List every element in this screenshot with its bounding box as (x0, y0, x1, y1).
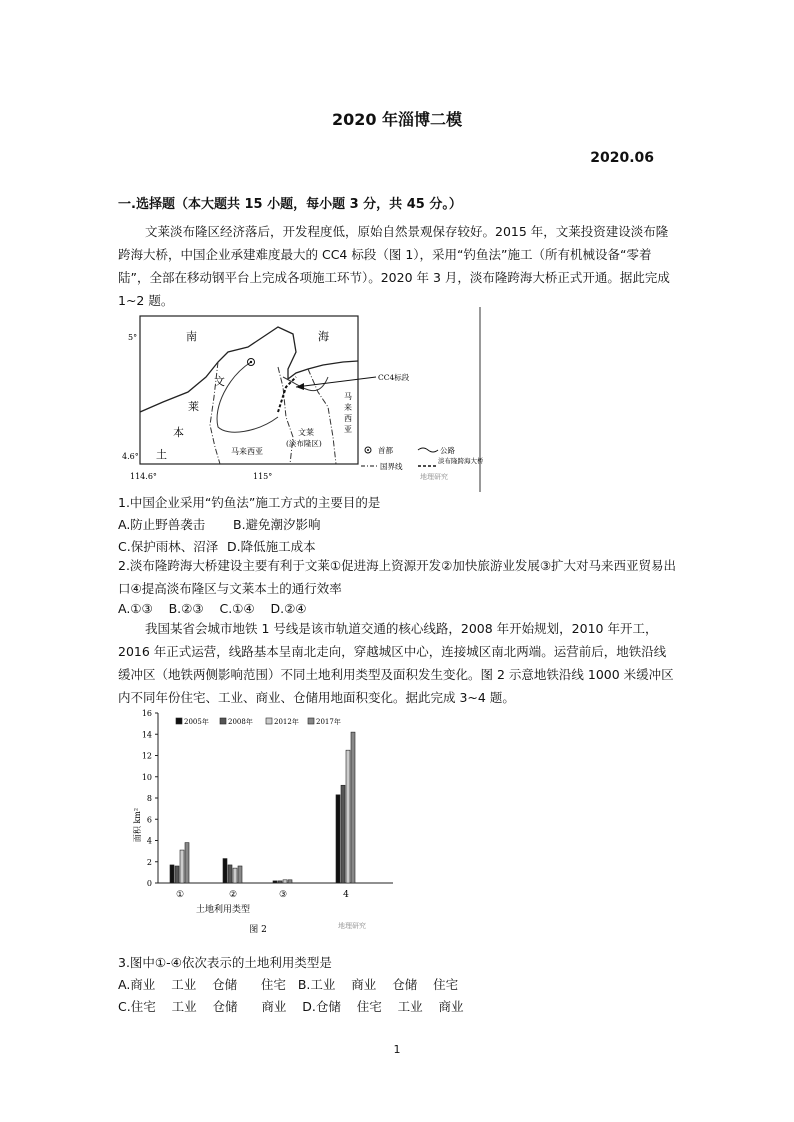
legend-road-icon (418, 448, 438, 452)
chart-bar (278, 881, 282, 883)
chart-category-label: ② (228, 890, 238, 900)
chart-svg (118, 700, 418, 940)
chart-legend-swatch (220, 718, 226, 724)
chart-bar (228, 865, 232, 883)
lat-4-6: 4.6° (122, 452, 139, 461)
chart-legend-label: 2008年 (228, 718, 253, 726)
chart-bar (341, 785, 345, 883)
q1-option-c: C.保护雨林、沼泽 (118, 539, 219, 554)
chart-legend-swatch (308, 718, 314, 724)
chart-legend-label: 2012年 (274, 718, 299, 726)
lat-5: 5° (128, 333, 138, 342)
q2-options: A.①③ B.②③ C.①④ D.②④ (118, 601, 307, 616)
label-lai2: 来 (344, 403, 352, 412)
chart-bar (346, 750, 350, 883)
page-title: 2020 年淄博二模 (331, 110, 463, 129)
chart-ylabel: 面积 km² (133, 807, 142, 843)
label-wenlai-district: 文莱 (298, 428, 314, 437)
label-hai: 海 (318, 330, 329, 343)
lon-115: 115° (253, 472, 273, 481)
chart-bar (180, 850, 184, 883)
legend-border: 国界线 (380, 462, 403, 471)
chart-xlabel: 土地利用类型 (195, 905, 251, 915)
label-ben: 本 (173, 426, 184, 439)
chart-legend-swatch (266, 718, 272, 724)
label-district: (淡布隆区) (286, 439, 322, 448)
chart-bar (233, 868, 237, 883)
label-cc4: CC4标段 (378, 373, 410, 382)
chart-category-label: ① (175, 890, 185, 900)
chart-ytick-label: 12 (141, 751, 152, 761)
chart-ytick-label: 2 (146, 857, 152, 867)
chart-bar (273, 881, 277, 883)
chart-category-label: 4 (343, 890, 349, 900)
label-tu: 土 (156, 448, 167, 461)
chart-bar (283, 880, 287, 883)
chart-ytick-label: 4 (146, 836, 152, 846)
q1-option-b: B.避免潮汐影响 (233, 517, 321, 532)
label-xi: 西 (344, 414, 352, 423)
label-malaixiya-bottom: 马来西亚 (231, 447, 263, 456)
legend-road: 公路 (440, 446, 455, 455)
chart-ytick-label: 16 (141, 709, 152, 718)
chart-legend-label: 2017年 (316, 718, 341, 726)
label-wen: 文 (214, 375, 225, 388)
chart-bar (351, 732, 355, 883)
chart-bar (223, 859, 227, 883)
figure-1-map (118, 307, 483, 492)
chart-ytick-label: 10 (141, 772, 152, 782)
chart-ytick-label: 6 (146, 815, 152, 825)
figure-2-chart (118, 700, 418, 940)
q1-option-d: D.降低施工成本 (227, 539, 316, 554)
chart-bar (238, 866, 242, 883)
chart-bar (336, 795, 340, 883)
q3-options-line1: A.商业 工业 仓储 住宅 B.工业 商业 仓储 住宅 (118, 977, 459, 992)
capital-dot (250, 361, 252, 363)
section-heading: 一.选择题（本大题共 15 小题，每小题 3 分，共 45 分。） (118, 197, 462, 212)
passage-2: 我国某省会城市地铁 1 号线是该市轨道交通的核心线路，2008 年开始规划，2010 年开工，2016 年正式运营，线路基本呈南北走向，穿越城区中心，连接城区南北两端。运营前后，地铁沿线缓冲区（地铁两侧影响范围）不同土地利用类型及面积发生变化。图 2 示意地铁沿线 1000 米缓冲区内不同年份住宅、工业、商业、仓储用地面积变化。据此完成 3~4 题。 (118, 621, 674, 705)
lon-114-6: 114.6° (130, 472, 157, 481)
chart-ytick-label: 0 (146, 879, 152, 888)
label-nan: 南 (186, 330, 197, 343)
chart-bar (185, 843, 189, 883)
chart-watermark: 地理研究 (338, 922, 366, 930)
page-number: 1 (393, 1043, 401, 1056)
chart-bar (288, 880, 292, 883)
chart-category-label: ③ (278, 890, 288, 900)
exam-date: 2020.06 (590, 150, 654, 166)
label-lai: 莱 (188, 400, 199, 413)
chart-legend-label: 2005年 (184, 718, 209, 726)
label-ya: 亚 (344, 425, 352, 434)
chart-legend-swatch (176, 718, 182, 724)
chart-bar (175, 866, 179, 883)
legend-capital: 首都 (378, 446, 393, 455)
q2-stem: 2.淡布隆跨海大桥建设主要有利于文莱①促进海上资源开发②加快旅游业发展③扩大对马来西亚贸易出口④提高淡布隆区与文莱本土的通行效率 (118, 558, 677, 596)
passage-1: 文莱淡布隆区经济落后，开发程度低，原始自然景观保存较好。2015 年，文莱投资建设淡布隆跨海大桥，中国企业承建难度最大的 CC4 标段（图 1），采用“钓鱼法”施工（所有机械设备“零着陆”，全部在移动钢平台上完成各项施工环节）。2020 年 3 月，淡布隆跨海大桥正式开通。据此完成 1~2 题。 (118, 224, 670, 308)
chart-ytick-label: 8 (146, 794, 152, 803)
q1-stem: 1.中国企业采用“钓鱼法”施工方式的主要目的是 (118, 495, 381, 510)
q3-options-line2: C.住宅 工业 仓储 商业 D.仓储 住宅 工业 商业 (118, 999, 464, 1014)
q1-option-a: A.防止野兽袭击 (118, 517, 206, 532)
chart-bar (170, 865, 174, 883)
map-watermark: 地理研究 (420, 473, 448, 481)
chart-ytick-label: 14 (141, 730, 152, 740)
q3-stem: 3.图中①-④依次表示的土地利用类型是 (118, 955, 332, 970)
legend-bridge: 淡布隆跨海大桥 (438, 457, 483, 465)
map-svg (118, 307, 483, 492)
label-ma: 马 (344, 392, 352, 401)
chart-title: 图 2 (249, 925, 267, 935)
